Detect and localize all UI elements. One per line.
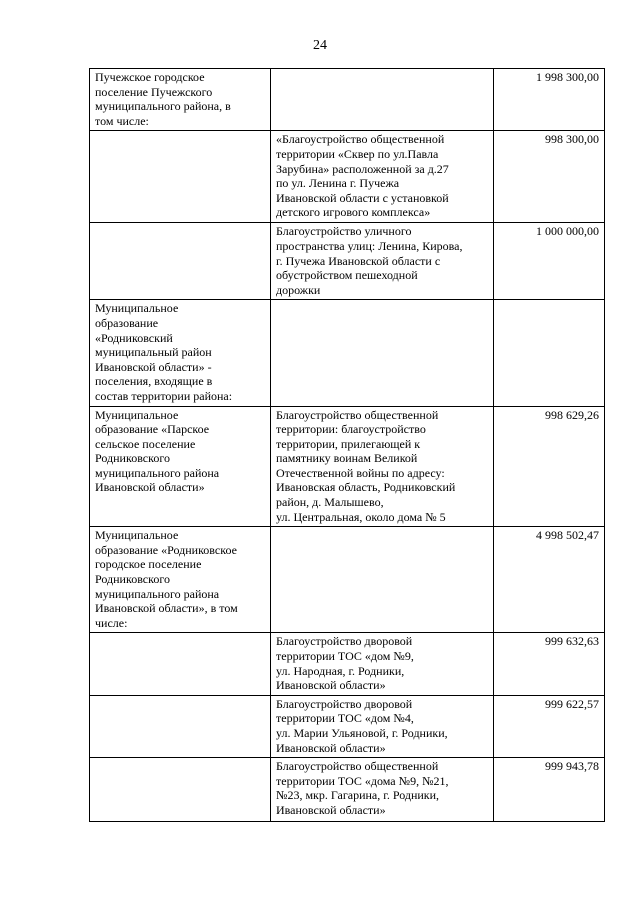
amount-cell [494, 406, 605, 527]
amount-cell [494, 300, 605, 406]
table-row [90, 223, 605, 300]
amount-cell [494, 695, 605, 757]
municipality-cell [90, 223, 271, 300]
amount-cell [494, 527, 605, 633]
amount-text: 4 998 502,47 [536, 528, 599, 543]
municipality-cell [90, 633, 271, 695]
municipality-cell [90, 300, 271, 406]
project-cell [271, 131, 494, 223]
budget-table [89, 68, 605, 822]
table-row [90, 131, 605, 223]
municipality-text: Муниципальное образование «Парское сельское поселение Родниковского муниципального района Ивановской области» [95, 407, 220, 495]
amount-text: 999 943,78 [545, 759, 599, 774]
amount-text: 998 300,00 [545, 132, 599, 147]
project-cell [271, 633, 494, 695]
table-row [90, 406, 605, 527]
municipality-text: Муниципальное образование «Родниковское городское поселение Родниковского муниципального района Ивановской области», в том числе: [95, 528, 238, 630]
amount-text: 999 632,63 [545, 634, 599, 649]
project-cell [271, 695, 494, 757]
project-cell [271, 758, 494, 822]
municipality-cell [90, 527, 271, 633]
municipality-text: Пучежское городское поселение Пучежского муниципального района, в том числе: [95, 70, 231, 128]
amount-text: 998 629,26 [545, 407, 599, 422]
amount-cell [494, 758, 605, 822]
project-text: «Благоустройство общественной территории «Сквер по ул.Павла Зарубина» расположенной за д.27 по ул. Ленина г. Пучежа Ивановской области с установкой детского игрового комплекса» [276, 132, 449, 220]
project-text: Благоустройство дворовой территории ТОС «дом №9, ул. Народная, г. Родники, Ивановской области» [276, 634, 414, 693]
project-text: Благоустройство общественной территории ТОС «дома №9, №21, №23, мкр. Гагарина, г. Родники, Ивановской области» [276, 759, 449, 817]
table-row [90, 527, 605, 633]
project-cell [271, 406, 494, 527]
municipality-text: Муниципальное образование «Родниковский муниципальный район Ивановской области» - поселения, входящие в состав территории района: [95, 301, 233, 403]
amount-cell [494, 223, 605, 300]
project-text: Благоустройство уличного пространства улиц: Ленина, Кирова, г. Пучежа Ивановской области с обустройством пешеходной дорожки [276, 224, 463, 297]
project-cell [271, 223, 494, 300]
project-text: Благоустройство общественной территории: благоустройство территории, прилегающей к памятнику воинам Великой Отечественной войны по адресу: Ивановская область, Родниковский район, д. Малышево, ул. Центральная, около дома № 5 [276, 407, 456, 524]
project-cell [271, 527, 494, 633]
table-row [90, 758, 605, 822]
municipality-cell [90, 758, 271, 822]
amount-cell [494, 633, 605, 695]
page-number: 24 [313, 38, 327, 53]
municipality-cell [90, 69, 271, 131]
table-row [90, 300, 605, 406]
table-row [90, 633, 605, 695]
project-text: Благоустройство дворовой территории ТОС «дом №4, ул. Марии Ульяновой, г. Родники, Ивановской области» [276, 696, 448, 755]
table-row [90, 69, 605, 131]
municipality-cell [90, 131, 271, 223]
municipality-cell [90, 695, 271, 757]
amount-text: 999 622,57 [545, 696, 599, 711]
project-cell [271, 69, 494, 131]
municipality-cell [90, 406, 271, 527]
amount-text: 1 998 300,00 [536, 70, 599, 84]
amount-text: 1 000 000,00 [536, 224, 599, 239]
amount-cell [494, 131, 605, 223]
table-row [90, 695, 605, 757]
project-cell [271, 300, 494, 406]
amount-cell [494, 69, 605, 131]
